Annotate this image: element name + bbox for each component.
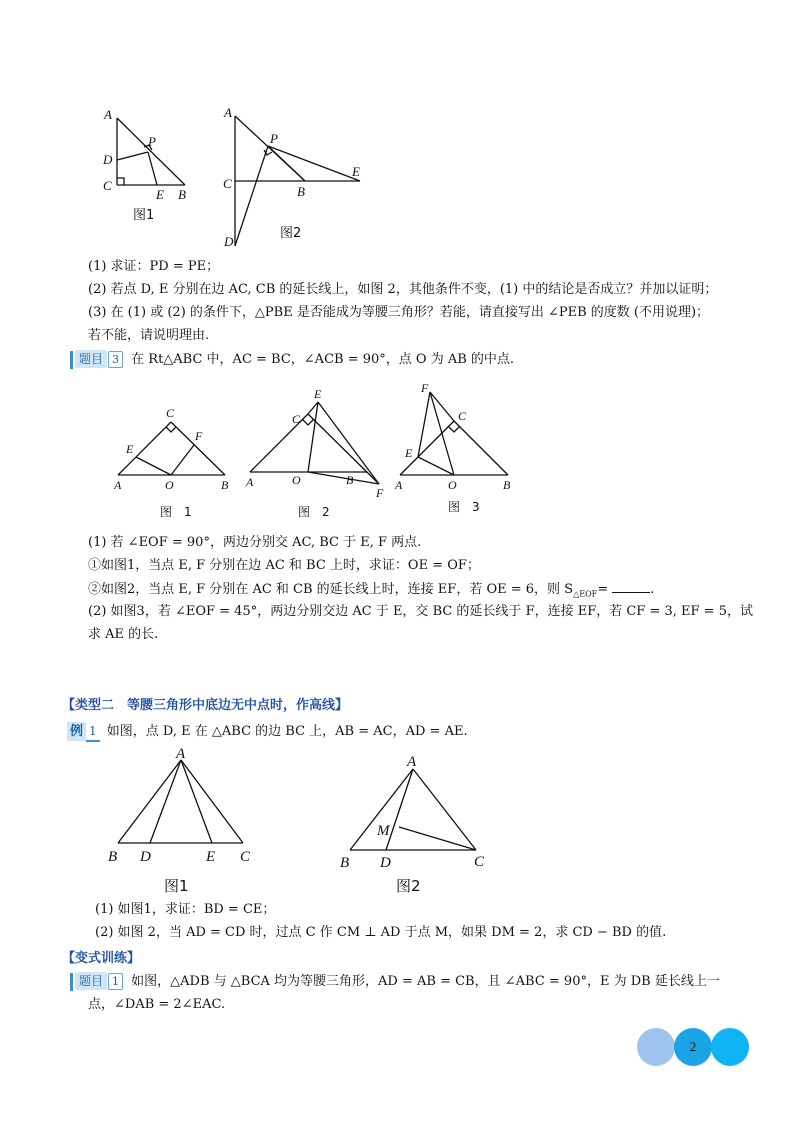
fig-caption: 图 1	[160, 505, 192, 519]
label-A: A	[407, 754, 417, 770]
question-part-3-cont: 若不能，请说明理由.	[88, 328, 210, 343]
label-A: A	[114, 478, 122, 492]
label-C: C	[240, 849, 251, 865]
label-F: F	[195, 429, 203, 443]
label-B: B	[297, 184, 305, 199]
label-M: M	[377, 823, 390, 839]
label-D: D	[103, 152, 113, 167]
label-A: A	[224, 105, 232, 120]
label-B: B	[221, 478, 229, 492]
label-B: B	[346, 473, 354, 487]
example-stem: 如图，点 D, E 在 △ABC 的边 BC 上，AB = AC，AD = AE.	[106, 724, 468, 739]
q3-part-1a: ①如图1，当点 E, F 分别在边 AC 和 BC 上时，求证：OE = OF；	[88, 558, 480, 573]
example-number: 1	[86, 723, 100, 742]
example-part-1: (1) 如图1，求证：BD = CE；	[95, 902, 276, 917]
label-B: B	[340, 855, 350, 871]
label-O: O	[292, 473, 301, 487]
label-E: E	[126, 442, 134, 456]
variant-line-1: 如图，△ADB 与 △BCA 均为等腰三角形，AD = AB = CB，且 ∠ABC = 90°，E 为 DB 延长线上一	[131, 974, 720, 989]
label-C: C	[166, 406, 175, 420]
problem-tag: 题目	[75, 350, 107, 368]
problem-tag: 题目	[75, 972, 107, 990]
problem-stem: 在 Rt△ABC 中，AC = BC，∠ACB = 90°，点 O 为 AB 的中点.	[131, 352, 515, 367]
label-B: B	[178, 187, 186, 202]
label-E: E	[206, 849, 216, 865]
label-E: E	[405, 446, 413, 460]
label-F: F	[376, 486, 384, 500]
q3-part-1b-eq: =	[597, 582, 613, 597]
label-P: P	[148, 134, 156, 149]
label-B: B	[503, 478, 511, 492]
variant-problem-1	[70, 972, 720, 991]
label-C: C	[292, 412, 301, 426]
tag-bar	[70, 973, 73, 991]
fig-caption: 图 3	[448, 500, 480, 514]
decor-circle-left	[637, 1028, 675, 1066]
fig-caption: 图1	[133, 208, 155, 223]
question-part-3: (3) 在 (1) 或 (2) 的条件下，△PBE 是否能成为等腰三角形？若能，请直接写出 ∠PEB 的度数 (不用说理)；	[88, 305, 710, 320]
question-part-1: (1) 求证：PD = PE；	[88, 259, 220, 274]
problem-number: 3	[108, 351, 123, 368]
label-D: D	[140, 849, 151, 865]
q3-part-2: (2) 如图3，若 ∠EOF = 45°，两边分别交边 AC 于 E，交 BC 的延长线于 F，连接 EF，若 CF = 3, EF = 5，试	[88, 604, 753, 619]
label-D: D	[224, 234, 234, 249]
fig-caption: 图1	[164, 877, 189, 895]
label-C: C	[458, 409, 467, 423]
question-part-2: (2) 若点 D, E 分别在边 AC, CB 的延长线上，如图 2，其他条件不变，(1) 中的结论是否成立？并加以证明；	[88, 282, 718, 297]
example-part-2: (2) 如图 2，当 AD = CD 时，过点 C 作 CM ⊥ AD 于点 M，如果 DM = 2，求 CD − BD 的值.	[95, 925, 667, 940]
label-C: C	[474, 854, 485, 870]
fig-caption: 图2	[280, 226, 302, 241]
q3-part-1: (1) 若 ∠EOF = 90°，两边分别交 AC, BC 于 E, F 两点.	[88, 535, 422, 550]
label-B: B	[108, 849, 118, 865]
q3-part-1b-end: .	[650, 582, 655, 597]
label-E: E	[156, 187, 164, 202]
label-F: F	[421, 381, 429, 395]
q3-part-2-cont: 求 AE 的长.	[88, 627, 159, 642]
q3-part-1b-text: ②如图2，当点 E, F 分别在 AC 和 CB 的延长线上时，连接 EF，若 OE = 6，则 S	[88, 582, 574, 597]
label-A: A	[176, 746, 186, 762]
label-P: P	[270, 131, 278, 146]
label-C: C	[103, 178, 112, 193]
label-A: A	[246, 475, 254, 489]
example-tag: 例	[67, 722, 86, 741]
fig-caption: 图 2	[298, 505, 330, 519]
section-heading-variant: 【变式训练】	[62, 951, 141, 966]
section-heading-type2: 【类型二 等腰三角形中底边无中点时，作高线】	[62, 698, 349, 713]
page-number: 2	[689, 1039, 697, 1054]
label-C: C	[223, 176, 232, 191]
label-E: E	[352, 164, 360, 179]
label-O: O	[165, 478, 174, 492]
label-A: A	[395, 478, 403, 492]
label-D: D	[380, 855, 391, 871]
decor-circle-right	[711, 1028, 749, 1066]
label-O: O	[448, 478, 457, 492]
area-subscript: △EOF	[573, 589, 598, 599]
problem-number: 1	[108, 973, 123, 990]
variant-line-2: 点，∠DAB = 2∠EAC.	[88, 997, 226, 1012]
label-A: A	[104, 107, 112, 122]
fig-caption: 图2	[396, 877, 421, 895]
label-E: E	[314, 387, 322, 401]
